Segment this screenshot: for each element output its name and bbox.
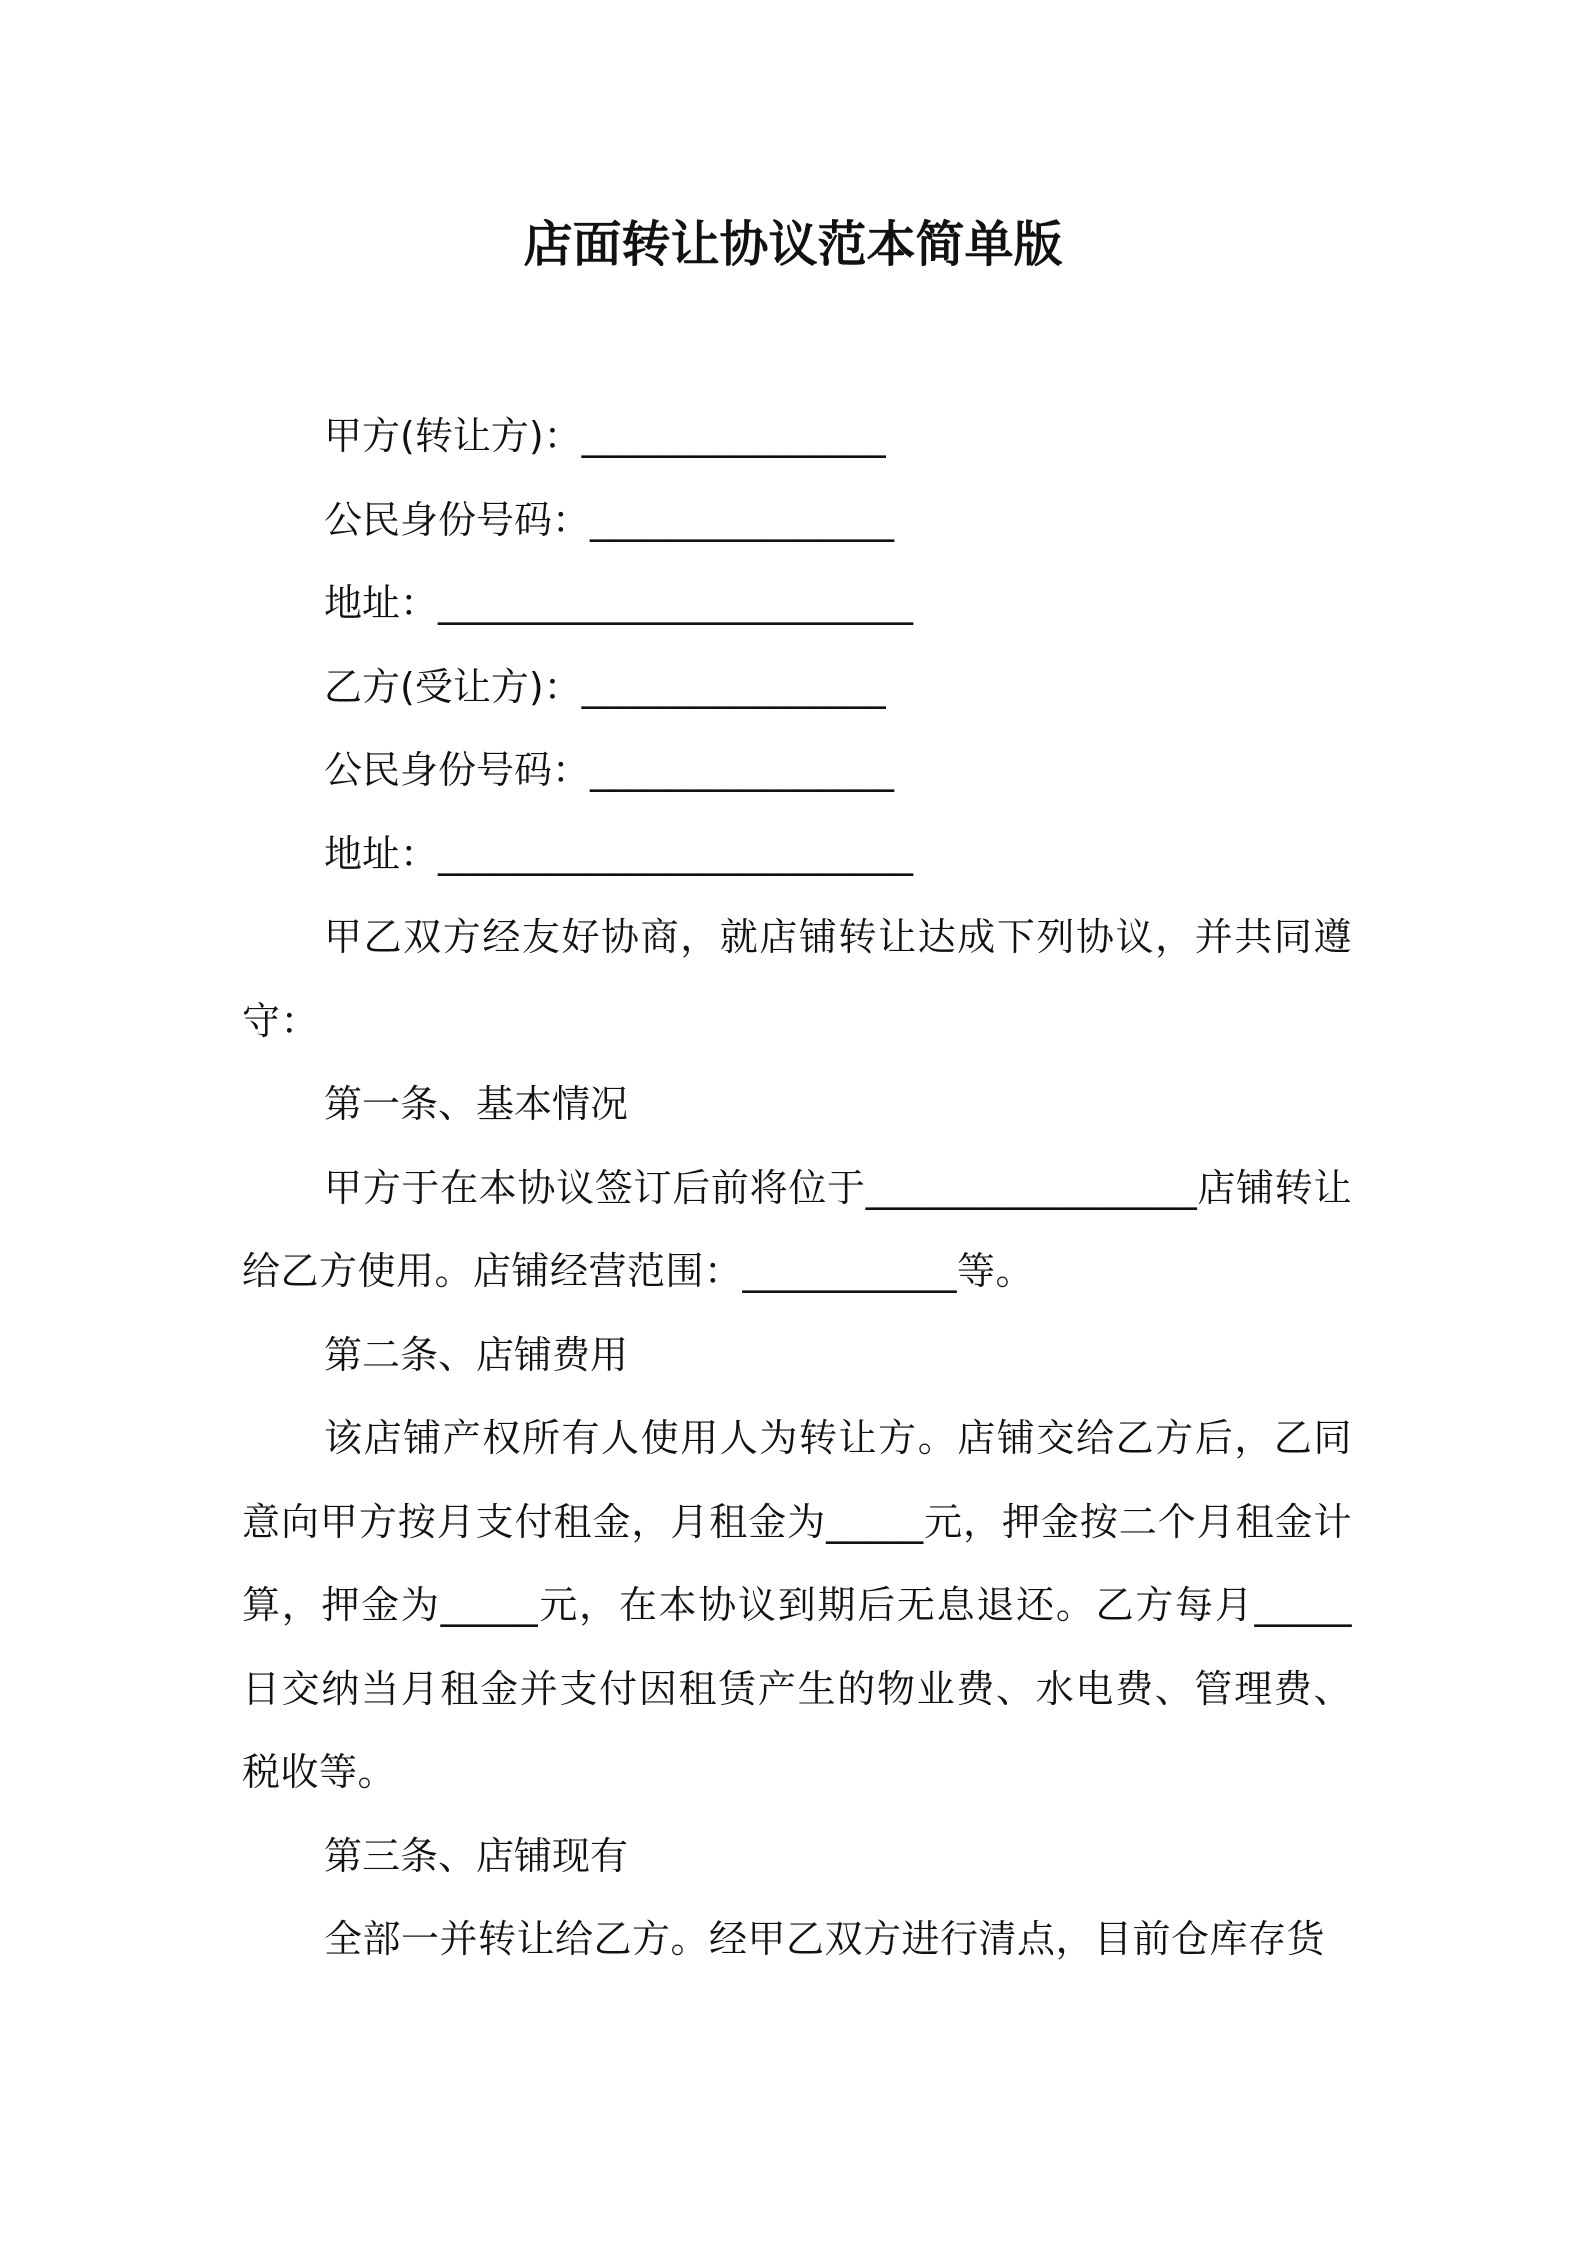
article-1-body: 甲方于在本协议签订后前将位于_________________店铺转让给乙方使用。店铺经营范围：___________等。 bbox=[242, 1165, 1352, 1293]
party-b-address-line bbox=[242, 813, 1352, 897]
party-b-id-blank: ________________ bbox=[590, 748, 895, 792]
party-a-name-blank: ________________ bbox=[581, 414, 886, 458]
party-a-id-line bbox=[242, 479, 1352, 563]
party-a-address-label: 地址： bbox=[324, 581, 439, 625]
party-a-name-line bbox=[242, 395, 1352, 479]
party-b-name-blank: ________________ bbox=[581, 664, 886, 709]
article-2-heading: 第二条、店铺费用 bbox=[324, 1332, 629, 1377]
party-a-id-blank: ________________ bbox=[590, 497, 895, 542]
article-1-heading: 第一条、基本情况 bbox=[324, 1082, 629, 1126]
party-b-address-blank: _________________________ bbox=[438, 831, 914, 876]
party-a-id-label: 公民身份号码： bbox=[324, 497, 591, 542]
document-title: 店面转让协议范本简单版 bbox=[523, 216, 1063, 273]
party-b-id-line bbox=[242, 729, 1352, 813]
party-a-address-line bbox=[242, 562, 1352, 646]
article-2-body: 该店铺产权所有人使用人为转让方。店铺交给乙方后，乙同意向甲方按月支付租金，月租金为_____元，押金按二个月租金计算，押金为_____元，在本协议到期后无息退还。乙方每月_____日交纳当月租金并支付因租赁产生的物业费、水电费、管理费、税收等。 bbox=[242, 1416, 1352, 1794]
party-b-name-label: 乙方(受让方)： bbox=[324, 664, 582, 709]
party-b-address-label: 地址： bbox=[324, 831, 439, 876]
intro-paragraph: 甲乙双方经友好协商，就店铺转让达成下列协议，并共同遵守： bbox=[242, 915, 1352, 1043]
party-b-name-line bbox=[242, 646, 1352, 730]
document-body bbox=[242, 395, 1352, 1982]
party-a-address-blank: _________________________ bbox=[438, 581, 914, 625]
party-b-id-label: 公民身份号码： bbox=[324, 748, 591, 792]
article-3-heading: 第三条、店铺现有 bbox=[324, 1833, 629, 1878]
article-3-body: 全部一并转让给乙方。经甲乙双方进行清点，目前仓库存货 bbox=[324, 1917, 1326, 1961]
party-a-name-label: 甲方(转让方)： bbox=[324, 414, 582, 458]
